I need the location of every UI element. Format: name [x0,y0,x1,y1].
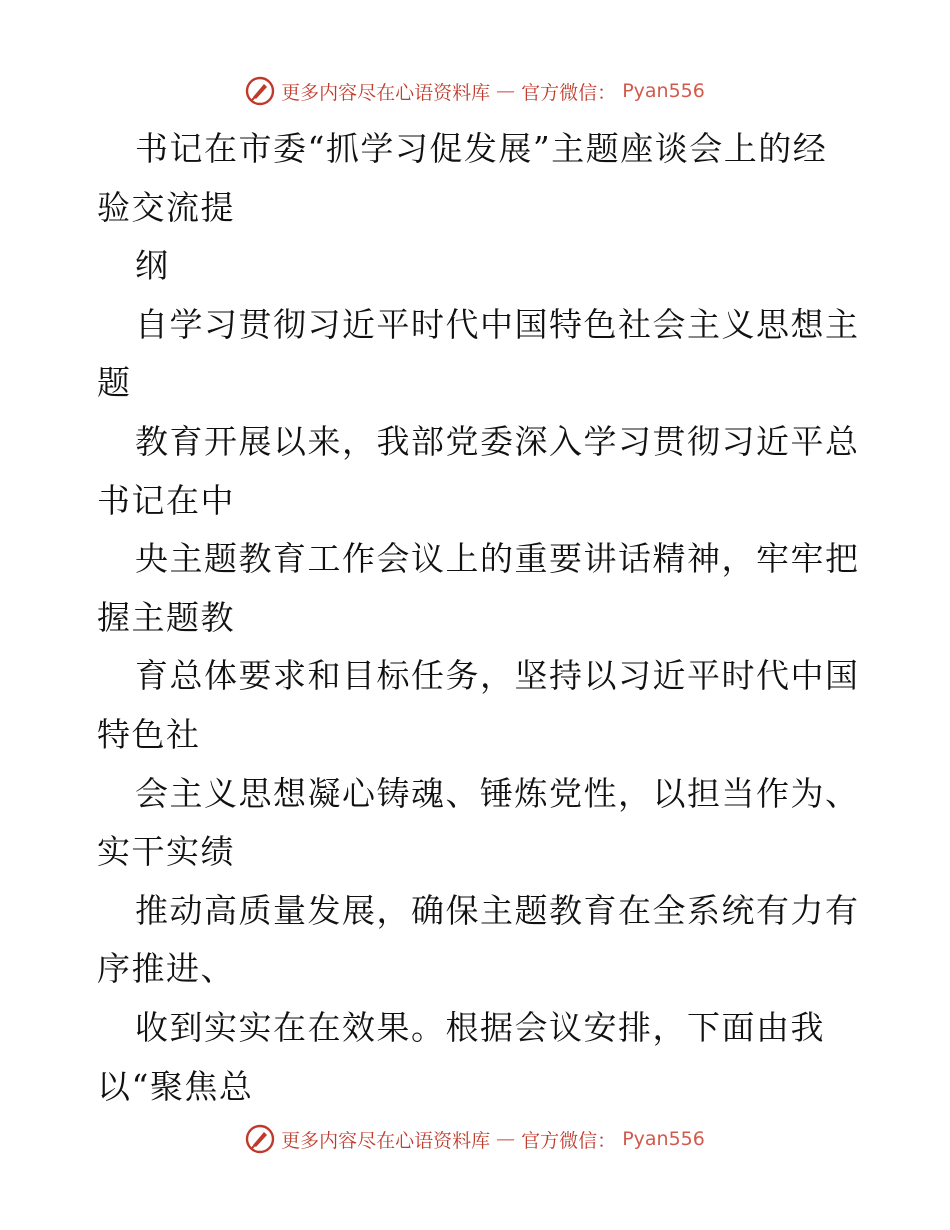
watermark-account: Pyan556 [622,1128,705,1150]
text-line: 序推进、 [97,949,235,989]
watermark-account: Pyan556 [622,80,705,102]
watermark-footer [0,1121,950,1157]
watermark-separator: — [496,80,516,102]
watermark-label: 官方微信： [521,81,617,104]
text-line: 实干实绩 [97,832,235,872]
text-line: 推动高质量发展，确保主题教育在全系统有力有 [135,890,860,930]
text-line: 育总体要求和目标任务，坚持以习近平时代中国 [135,656,860,696]
text-line: 特色社 [97,714,201,754]
watermark-header [0,73,950,109]
text-line: 教育开展以来，我部党委深入学习贯彻习近平总 [135,421,860,461]
text-line: 书记在中 [97,480,235,520]
text-line: 书记在市委“抓学习促发展”主题座谈会上的经 [135,129,828,168]
watermark-brand: 更多内容尽在心语资料库 [281,81,491,104]
text-line: 以“聚焦总 [97,1066,254,1106]
quill-logo-icon [245,76,275,106]
watermark-separator: — [496,1128,516,1150]
watermark-brand: 更多内容尽在心语资料库 [281,1129,491,1152]
text-line: 收到实实在在效果。根据会议安排，下面由我 [135,1007,825,1047]
quill-logo-icon [245,1124,275,1154]
text-line: 纲 [135,246,170,286]
text-line: 央主题教育工作会议上的重要讲话精神，牢牢把 [135,539,860,579]
text-line: 题 [97,363,132,403]
text-line: 验交流提 [97,187,235,227]
watermark-label: 官方微信： [521,1129,617,1152]
text-line: 会主义思想凝心铸魂、锤炼党性，以担当作为、 [135,773,860,813]
text-line: 握主题教 [97,597,235,637]
document-body [97,120,860,1116]
text-line: 自学习贯彻习近平时代中国特色社会主义思想主 [135,304,860,344]
